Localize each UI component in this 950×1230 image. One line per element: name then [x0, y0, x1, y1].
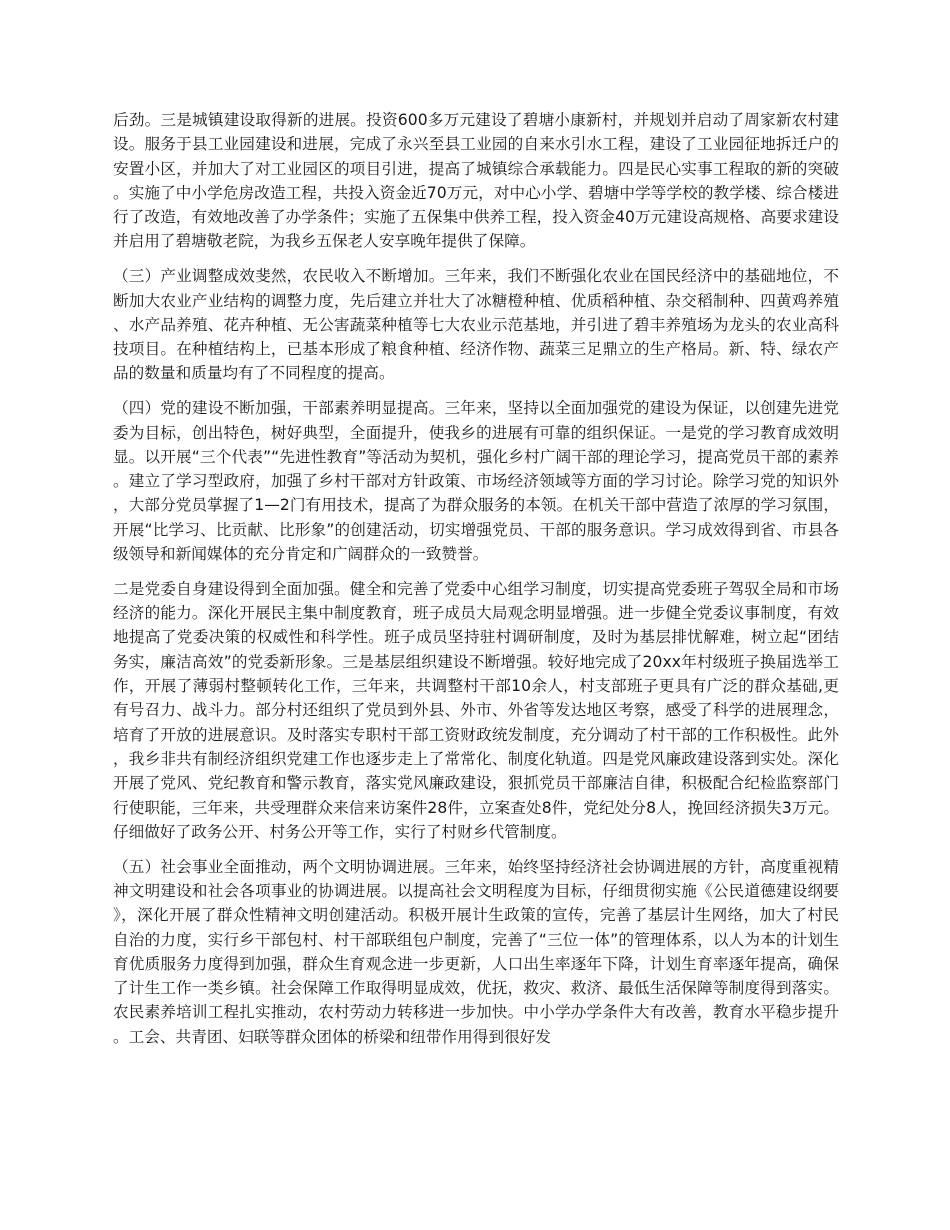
paragraph-industry-adjustment: （三）产业调整成效斐然，农民收入不断增加。三年来，我们不断强化农业在国民经济中的基础地位，不断加大农业产业结构的调整力度，先后建立并壮大了冰糖橙种植、优质稻种植、杂交稻制种、四黄鸡养殖、水产品养殖、花卉种植、无公害蔬菜种植等七大农业示范基地，并引进了碧丰养殖场为龙头的农业高科技项目。在种植结构上，已基本形成了粮食种植、经济作物、蔬菜三足鼎立的生产格局。新、特、绿农产品的数量和质量均有了不同程度的提高。 [113, 267, 839, 383]
document-page [113, 108, 839, 1059]
paragraph-town-construction: 后劲。三是城镇建设取得新的进展。投资600多万元建设了碧塘小康新村，并规划并启动了周家新农村建设。服务于县工业园建设和进展，完成了永兴至县工业园的自来水引水工程，建设了工业园征地拆迁户的安置小区，并加大了对工业园区的项目引进，提高了城镇综合承载能力。四是民心实事工程取的新的突破。实施了中小学危房改造工程，共投入资金近70万元，对中心小学、碧塘中学等学校的教学楼、综合楼进行了改造，有效地改善了办学条件；实施了五保集中供养工程，投入资金40万元建设高规格、高要求建设并启用了碧塘敬老院，为我乡五保老人安享晚年提供了保障。 [113, 111, 839, 251]
paragraph-party-building: （四）党的建设不断加强，干部素养明显提高。三年来，坚持以全面加强党的建设为保证，以创建先进党委为目标，创出特色，树好典型，全面提升，使我乡的进展有可靠的组织保证。一是党的学习教育成效明显。以开展“三个代表”“先进性教育”等活动为契机，强化乡村广阔干部的理论学习，提高党员干部的素养。建立了学习型政府，加强了乡村干部对方针政策、市场经济领域等方面的学习讨论。除学习党的知识外，大部分党员掌握了1—2门有用技术，提高了为群众服务的本领。在机关干部中营造了浓厚的学习氛围，开展“比学习、比贡献、比形象”的创建活动，切实增强党员、干部的服务意识。学习成效得到省、市县各级领导和新闻媒体的充分肯定和广阔群众的一致赞誉。 [113, 399, 839, 564]
paragraph-party-committee: 二是党委自身建设得到全面加强。健全和完善了党委中心组学习制度，切实提高党委班子驾驭全局和市场经济的能力。深化开展民主集中制度教育，班子成员大局观念明显增强。进一步健全党委议事制度，有效地提高了党委决策的权威性和科学性。班子成员坚持驻村调研制度，及时为基层排忧解难，树立起“团结务实，廉洁高效”的党委新形象。三是基层组织建设不断增强。较好地完成了20xx年村级班子换届选举工作，开展了薄弱村整顿转化工作，三年来，共调整村干部10余人，村支部班子更具有广泛的群众基础,更有号召力、战斗力。部分村还组织了党员到外县、外市、外省等发达地区考察，感受了科学的进展理念，培育了开放的进展意识。及时落实专职村干部工资财政统发制度，充分调动了村干部的工作积极性。此外，我乡非共有制经济组织党建工作也逐步走上了常常化、制度化轨道。四是党风廉政建设落到实处。深化开展了党风、党纪教育和警示教育，落实党风廉政建设，狠抓党员干部廉洁自律，积极配合纪检监察部门行使职能，三年来，共受理群众来信来访案件28件，立案查处8件，党纪处分8人，挽回经济损失3万元。仔细做好了政务公开、村务公开等工作，实行了村财乡代管制度。 [113, 579, 839, 841]
paragraph-social-affairs: （五）社会事业全面推动，两个文明协调进展。三年来，始终坚持经济社会协调进展的方针，高度重视精神文明建设和社会各项事业的协调进展。以提高社会文明程度为目标，仔细贯彻实施《公民道德建设纲要》，深化开展了群众性精神文明创建活动。积极开展计生政策的宣传，完善了基层计生网络，加大了村民自治的力度，实行乡干部包村、村干部联组包户制度，完善了“三位一体”的管理体系，以人为本的计划生育优质服务力度得到加强，群众生育观念进一步更新，人口出生率逐年下降，计划生育率逐年提高，确保了计生工作一类乡镇。社会保障工作取得明显成效，优抚，救灾、救济、最低生活保障等制度得到落实。农民素养培训工程扎实推动，农村劳动力转移进一步加快。中小学办学条件大有改善，教育水平稳步提升。工会、共青团、妇联等群众团体的桥梁和纽带作用得到很好发 [113, 857, 839, 1046]
